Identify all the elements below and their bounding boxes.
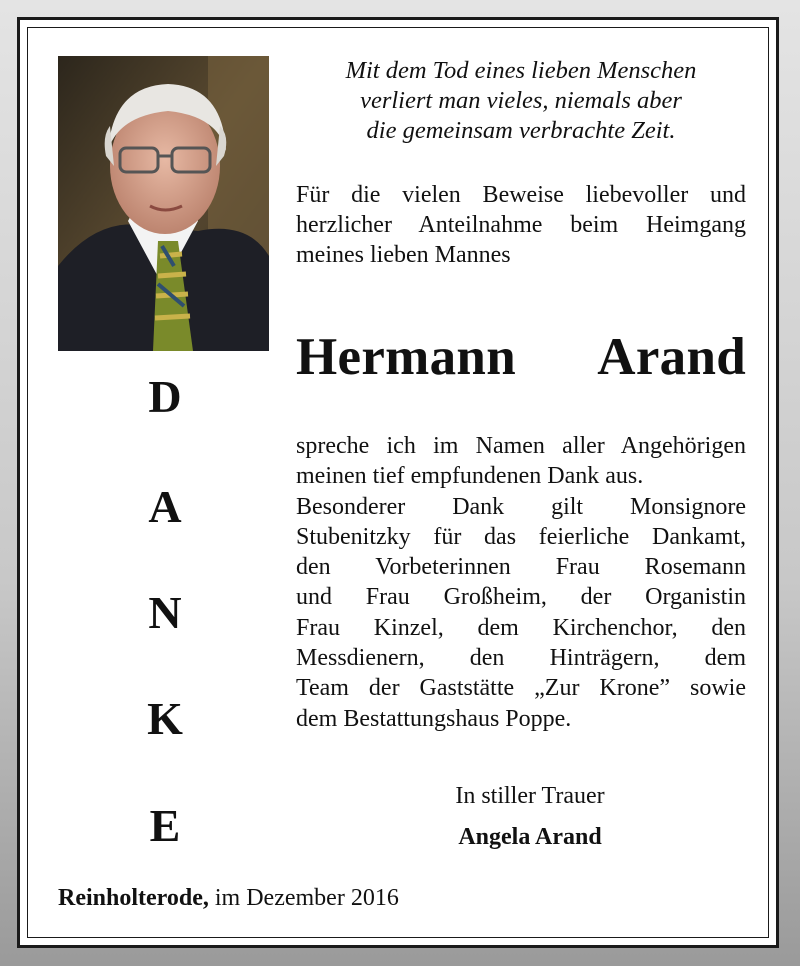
- body-line: Frau Kinzel, dem Kirchenchor, den: [296, 614, 746, 641]
- portrait-image: [58, 56, 269, 351]
- danke-letter-e: E: [149, 800, 181, 851]
- body-line: Team der Gaststätte „Zur Krone” sowie: [296, 675, 746, 702]
- deceased-name: Hermann Arand: [296, 328, 746, 386]
- body-line: meinen tief empfundenen Dank aus.: [296, 463, 644, 490]
- body-line: Stubenitzky für das feierliche Dankamt,: [296, 523, 746, 550]
- signoff-phrase: In stiller Trauer: [455, 783, 605, 809]
- place-name: Reinholterode,: [58, 885, 209, 911]
- danke-letter-a: A: [148, 481, 182, 532]
- intro-line: Für die vielen Beweise liebevoller und: [296, 182, 746, 208]
- thanks-body: [296, 431, 746, 734]
- signoff-name: Angela Arand: [458, 824, 602, 850]
- notice-outer-frame: [17, 17, 779, 948]
- body-line: Messdienern, den Hinträgern, dem: [296, 645, 746, 672]
- place-date-line: [58, 885, 399, 912]
- danke-letter-n: N: [148, 587, 182, 638]
- memorial-poem: [296, 56, 746, 146]
- body-line: spreche ich im Namen aller Angehörigen: [296, 433, 746, 459]
- portrait-photo: [58, 56, 269, 351]
- danke-letter-d: D: [148, 371, 182, 422]
- intro-line: herzlicher Anteilnahme beim Heimgang: [296, 212, 746, 238]
- intro-line: meines lieben Mannes: [296, 242, 511, 268]
- notice-date: im Dezember 2016: [214, 885, 399, 911]
- poem-line: Mit dem Tod eines lieben Menschen: [345, 57, 697, 84]
- poem-line: verliert man vieles, niemals aber: [360, 87, 682, 114]
- body-line: Besonderer Dank gilt Monsignore: [296, 493, 746, 520]
- danke-letter-k: K: [147, 693, 183, 744]
- intro-text: [296, 180, 746, 270]
- poem-line: die gemeinsam verbrachte Zeit.: [366, 117, 676, 144]
- body-line: und Frau Großheim, der Organistin: [296, 584, 746, 611]
- body-line: den Vorbeterinnen Frau Rosemann: [296, 554, 746, 581]
- body-line: dem Bestattungshaus Poppe.: [296, 705, 572, 732]
